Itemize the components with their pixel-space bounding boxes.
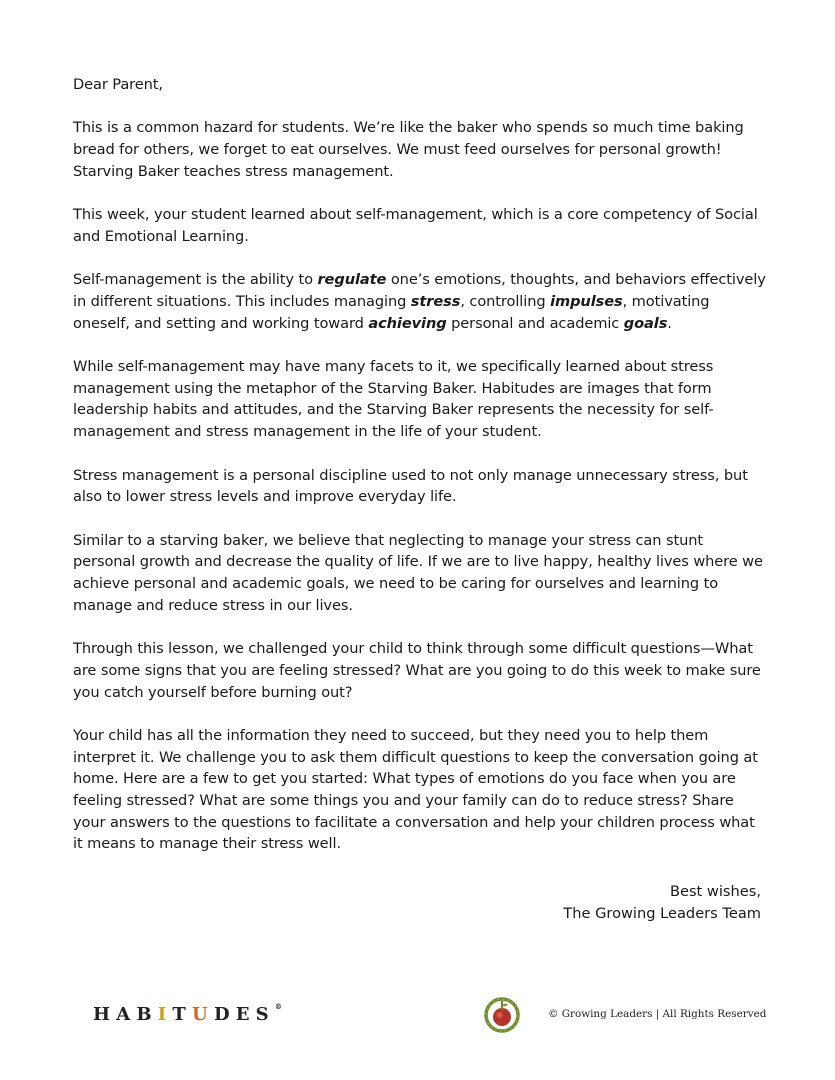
paragraph-intro: This is a common hazard for students. We’re like the baker who spends so much time baking bread for others, we forget to eat ourselves. We must feed ourselves for personal growth! Starving Baker teaches stress management.: [73, 119, 744, 180]
emphasis-stress: stress: [410, 292, 461, 310]
emphasis-goals: goals: [623, 314, 668, 332]
emphasis-impulses: impulses: [550, 292, 623, 310]
growing-leaders-seal-icon: [484, 997, 520, 1033]
paragraph-self-management-definition: Self-management is the ability to regulate one’s emotions, thoughts, and behaviors effectively in different situations. This includes managing stress, controlling impulses, motivating oneself, and setting and working toward achieving personal and academic goals.: [73, 271, 766, 332]
paragraph-starving-baker: Similar to a starving baker, we believe that neglecting to manage your stress can stunt personal growth and decrease the quality of life. If we are to live happy, healthy lives where we achieve personal and academic goals, we need to be caring for ourselves and learning to manage and reduce stress in our lives.: [73, 531, 763, 614]
paragraph-metaphor: While self-management may have many facets to it, we specifically learned about stress management using the metaphor of the Starving Baker. Habitudes are images that form leadership habits and attitudes, and the Starving Baker represents the necessity for self-management and stress management in the life of your student.: [73, 358, 714, 441]
paragraph-lesson-questions: Through this lesson, we challenged your child to think through some difficult questions—What are some signs that you are feeling stressed? What are you going to do this week to make sure you catch yourself before burning out?: [73, 640, 761, 701]
paragraph-self-management-week: This week, your student learned about self-management, which is a core competency of Social and Emotional Learning.: [73, 206, 758, 245]
closing: Best wishes,: [669, 883, 761, 900]
letter-body: [73, 74, 768, 877]
signoff: [563, 881, 761, 925]
habitudes-logo: HABITUDES®: [93, 1002, 282, 1025]
salutation: Dear Parent,: [73, 76, 163, 93]
signature: The Growing Leaders Team: [563, 905, 761, 922]
emphasis-achieving: achieving: [368, 314, 447, 332]
paragraph-challenge: Your child has all the information they need to succeed, but they need you to help them interpret it. We challenge you to ask them difficult questions to keep the conversation going at home. Here are a few to get you started: What types of emotions do you face when you are feeling stressed? What are some things you and your family can do to reduce stress? Share your answers to the questions to facilitate a conversation and help your children process what it means to manage their stress well.: [73, 726, 758, 853]
paragraph-stress-management: Stress management is a personal discipline used to not only manage unnecessary stress, but also to lower stress levels and improve everyday life.: [73, 466, 748, 506]
emphasis-regulate: regulate: [317, 271, 387, 289]
copyright-notice: © Growing Leaders | All Rights Reserved: [548, 1008, 767, 1020]
